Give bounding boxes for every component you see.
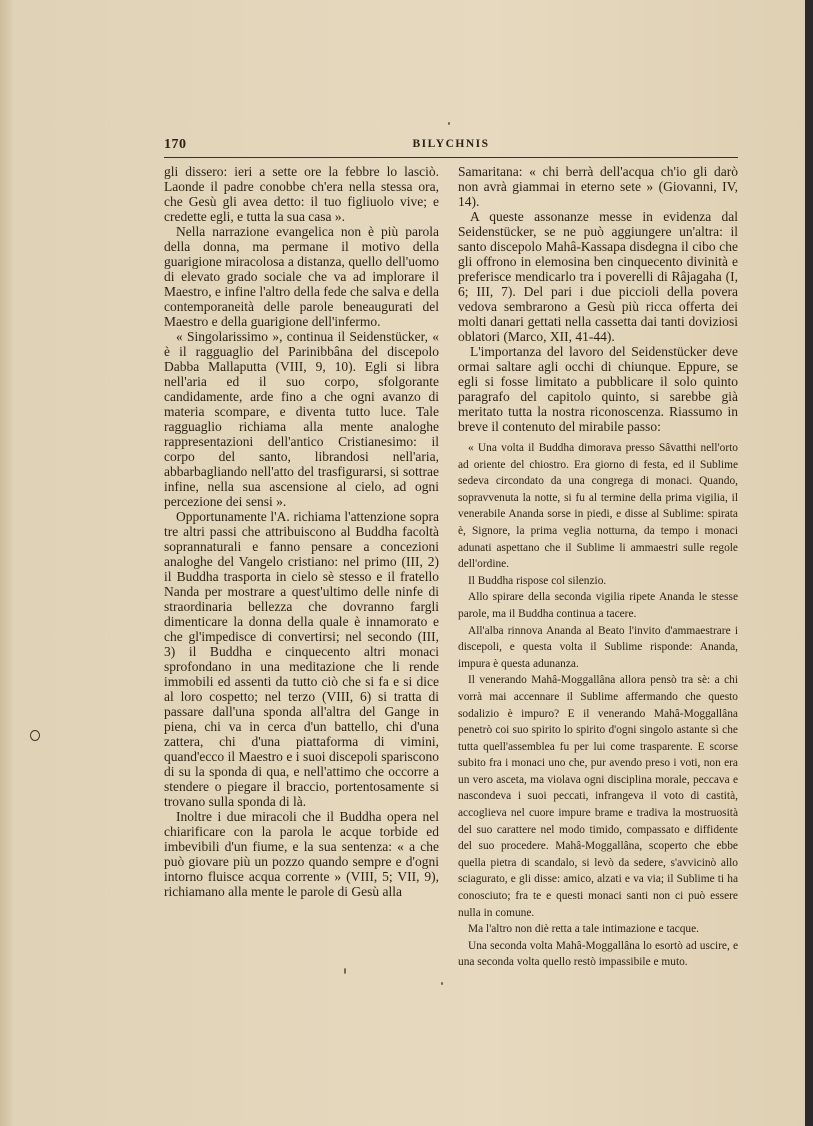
speck-icon bbox=[344, 968, 346, 974]
header-rule bbox=[164, 157, 738, 158]
paragraph: Inoltre i due miracoli che il Buddha opera nel chiarificare con la parola le acque torbide ed imbevibili d'un fiume, e la sua sentenza: « a che può giovare più un pozzo quando sempre e d'ogni intorno fluisce acqua corrente » (VIII, 5; VII, 9), richiamano alla mente le parole di Gesù alla bbox=[164, 809, 439, 899]
paragraph: Samaritana: « chi berrà dell'acqua ch'io gli darò non avrà giammai in eterno sete » (Giovanni, IV, 14). bbox=[458, 164, 738, 209]
paragraph: Opportunamente l'A. richiama l'attenzione sopra tre altri passi che attribuiscono al Buddha facoltà soprannaturali e fanno pensare a concezioni analoghe del Vangelo cristiano: nel primo (III, 2) il Buddha trasporta in cielo sè stesso e il fratello Nanda per mostrare a quest'ultimo delle ninfe di straordinaria bellezza che dovranno fargli dimenticare la donna della quale è innamorato e che gl'impedisce di convertirsi; nel secondo (III, 3) il Buddha e cinquecento altri monaci sprofondano in una meditazione che li rende immobili ed assenti da tutto ciò che si fa e si dice al loro cospetto; nel terzo (VIII, 6) si tratta di passare dall'una sponda all'altra del Gange in piena, chi va in cerca d'un battello, chi d'una zattera, chi d'una piattaforma di vimini, quand'ecco il Maestro e i suoi discepoli spariscono di su la sponda di qua, e nell'attimo che occorre a stendere o piegare il braccio, portentosamente si trovano sulla sponda di là. bbox=[164, 509, 439, 809]
quote-paragraph: All'alba rinnova Ananda al Beato l'invito d'ammaestrare i discepoli, e questa volta il Sublime risponde: Ananda, impura è questa adunanza. bbox=[458, 624, 738, 670]
left-column bbox=[164, 164, 439, 899]
scan-edge bbox=[805, 0, 813, 1126]
paragraph: Nella narrazione evangelica non è più parola della donna, ma permane il motivo della guarigione miracolosa a distanza, quello dell'uomo di elevato grado sociale che va ad implorare il Maestro, e infine l'altro della fede che salva e della contemporaneità delle parole beneaugurati del Maestro e della guarigione dell'infermo. bbox=[164, 224, 439, 329]
speck-icon bbox=[441, 982, 443, 985]
paragraph: L'importanza del lavoro del Seidenstücker deve ormai saltare agli occhi di chiunque. Eppure, se egli si fosse limitato a pubblicare il solo quinto paragrafo del capitolo quinto, si sarebbe già meritato tutta la nostra riconoscenza. Riassumo in breve il contenuto del mirabile passo: bbox=[458, 344, 738, 434]
quote-paragraph: Il Buddha rispose col silenzio. bbox=[468, 574, 607, 587]
quote-paragraph: Una seconda volta Mahâ-Moggallâna lo esortò ad uscire, e una seconda volta quello restò impassibile e muto. bbox=[458, 939, 738, 969]
page-number: 170 bbox=[164, 137, 187, 152]
quote-paragraph: « Una volta il Buddha dimorava presso Sâvatthi nell'orto ad oriente del chiostro. Era giorno di festa, ed il Sublime sedeva circondato da una congrega di monaci. Quando, sopravvenuta la notte, si fu al termine della prima vigilia, il venerabile Ananda sorse in piedi, e disse al Sublime: spirata è, Signore, la prima veglia notturna, da tempo i monaci adunati aspettano che il Sublime li ammaestri sulle regole dell'ordine. bbox=[458, 442, 738, 571]
quoted-passage bbox=[458, 440, 738, 971]
paragraph: « Singolarissimo », continua il Seidenstücker, « è il ragguaglio del Parinibbâna del discepolo Dabba Mallaputta (VIII, 9, 10). Egli si libra nell'aria ed il suo corpo, sfolgorante candidamente, arde fino a che ogni avanzo di materia scompare, e diventa tutto luce. Tale ragguaglio richiama alla mente analoghe rappresentazioni dell'antico Cristianesimo: il corpo del santo, librandosi nell'aria, abbarbagliando nell'atto del trasfigurarsi, si sottrae infine, nella sua ascensione al cielo, ad ogni percezione dei sensi ». bbox=[164, 329, 439, 509]
circle-mark-icon bbox=[30, 730, 40, 741]
speck-icon bbox=[448, 122, 450, 125]
quote-paragraph: Allo spirare della seconda vigilia ripete Ananda le stesse parole, ma il Buddha continua a tacere. bbox=[458, 591, 738, 620]
right-column bbox=[458, 164, 738, 971]
paragraph: A queste assonanze messe in evidenza dal Seidenstücker, se ne può aggiungere un'altra: il santo discepolo Mahâ-Kassapa disdegna il cibo che gli offrono in elemosina ben cinquecento divinità e preferisce mendicarlo tra i poverelli di Râjagaha (I, 6; III, 7). Del pari i due piccioli della povera vedova sembrarono a Gesù più ricca offerta dei molti danari gettati nella cassetta dai tanti doviziosi oblatori (Marco, XII, 41-44). bbox=[458, 209, 738, 344]
quote-paragraph: Il venerando Mahâ-Moggallâna allora pensò tra sè: a chi vorrà mai accennare il Sublime affermando che questo sodalizio è impuro? E il venerando Mahâ-Moggallâna penetrò coi suo spirito lo spirito d'ogni singolo astante sì che tutta quell'assemblea fu per lui come trasparente. E scorse subito fra i monaci uno che, pur avendo preso i voti, non era un vero asceta, ma violava ogni disciplina morale, peccava e nascondeva i suoi peccati, infrangeva il voto di castità, accoglieva nel cuore impure brame e tradiva la mostruosità del suo carattere nel modo timido, compassato e diffidente del suo procedere. Mahâ-Moggallâna, scoperto che ebbe quella pietra di scandalo, si levò da sedere, s'avvicinò allo sciagurato, e gli disse: amico, alzati e va via; il Sublime ti ha conosciuto; fra te e questi monaci santi non ci può essere nulla in comune. bbox=[458, 674, 738, 919]
running-head: BILYCHNIS bbox=[412, 138, 490, 150]
paragraph: gli dissero: ieri a sette ore la febbre lo lasciò. Laonde il padre conobbe ch'era nella stessa ora, che Gesù gli avea detto: il tuo figliuolo vive; e credette egli, e tutta la sua casa ». bbox=[164, 164, 439, 224]
page-header bbox=[164, 137, 738, 157]
quote-paragraph: Ma l'altro non diè retta a tale intimazione e tacque. bbox=[468, 923, 700, 936]
